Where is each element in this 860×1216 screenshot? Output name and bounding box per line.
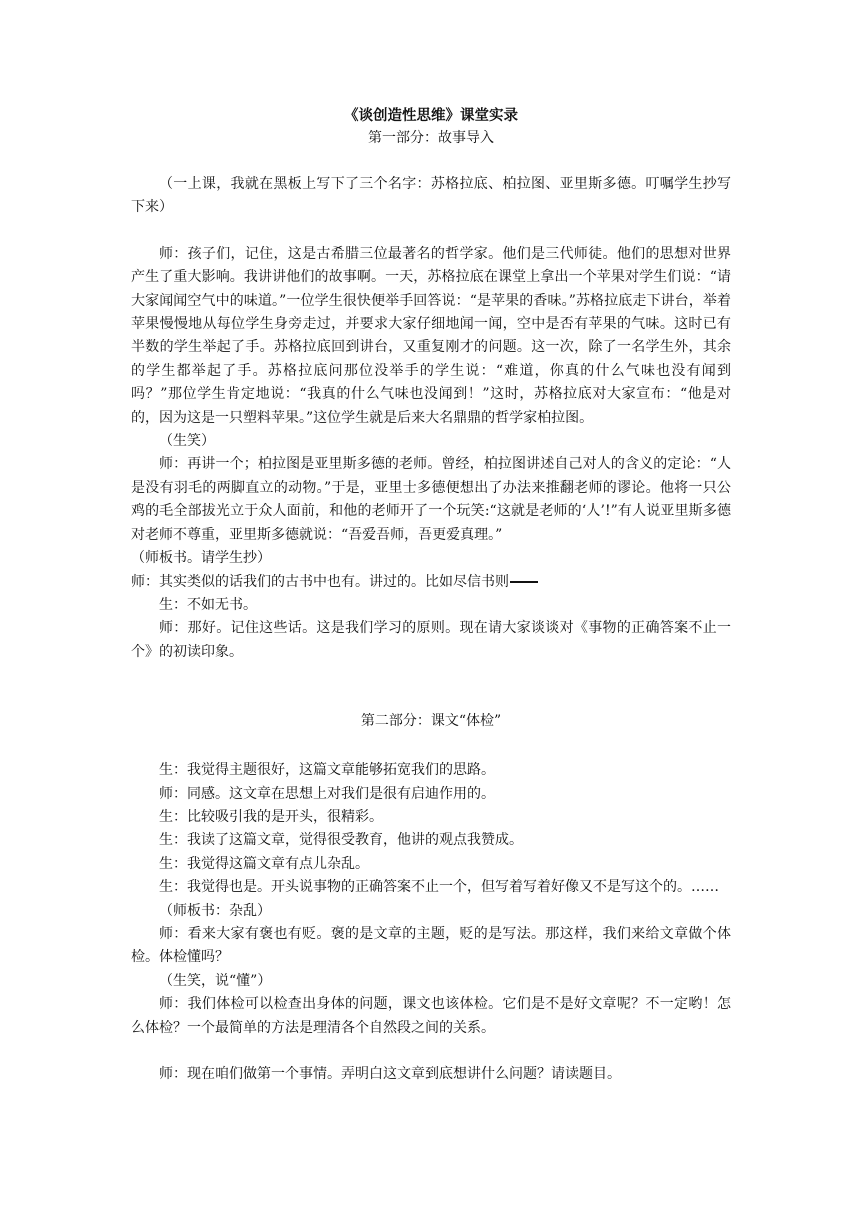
dialogue-line: 生：我觉得这篇文章有点儿杂乱。 <box>159 855 369 872</box>
document-title: 《谈创造性思维》课堂实录 <box>344 107 518 124</box>
part1-heading: 第一部分：故事导入 <box>368 130 494 146</box>
dialogue-line: 师：看来大家有褒也有贬。褒的是文章的主题，贬的是写法。那这样，我们来给文章做个体检。体检懂吗？ <box>131 925 731 966</box>
dialogue-line: 生：我觉得主题很好，这篇文章能够拓宽我们的思路。 <box>159 762 495 779</box>
dialogue-line: 师：同感。这文章在思想上对我们是很有启迪作用的。 <box>159 785 495 802</box>
paragraph-aristotle-story: 师：再讲一个；柏拉图是亚里斯多德的老师。曾经，柏拉图讲述自己对人的含义的定论：“人是没有羽毛的两脚直立的动物。”于是，亚里士多德便想出了办法来推翻老师的谬论。他将一只公鸡的毛全部拔光立于众人面前，和他的老师开了一个玩笑:“这就是老师的‘人’!”有人说亚里斯多德对老师不尊重，亚里斯多德就说：“吾爱吾师，吾更爱真理。” <box>131 456 731 543</box>
dialogue-line: （生笑，说“懂”） <box>159 972 272 989</box>
dialogue-line: 师：我们体检可以检查出身体的问题，课文也该体检。它们是不是好文章呢？不一定哟！怎么体检？一个最简单的方法是理清各个自然段之间的关系。 <box>131 996 731 1036</box>
dialogue-line: 师：现在咱们做第一个事情。弄明白这文章到底想讲什么问题？请读题目。 <box>159 1066 621 1082</box>
dialogue-line: 生：我读了这篇文章，觉得很受教育，他讲的观点我赞成。 <box>159 832 523 849</box>
paragraph-first-impression: 师：那好。记住这些话。这是我们学习的原则。现在请大家谈谈对《事物的正确答案不止一个》的初读印象。 <box>131 620 731 660</box>
paragraph-student-answer: 生：不如无书。 <box>159 596 257 613</box>
ancient-books-text: 师：其实类似的话我们的古书中也有。讲过的。比如尽信书则 <box>131 573 509 590</box>
part2-heading: 第二部分：课文“体检” <box>360 713 502 730</box>
paragraph-intro: （一上课，我就在黑板上写下了三个名字：苏格拉底、柏拉图、亚里斯多德。叮嘱学生抄写下来） <box>131 176 731 216</box>
paragraph-socrates-story: 师：孩子们，记住，这是古希腊三位最著名的哲学家。他们是三代师徒。他们的思想对世界产生了重大影响。我讲讲他们的故事啊。一天，苏格拉底在课堂上拿出一个苹果对学生们说：“请大家闻闻空气中的味道。”一位学生很快便举手回答说：“是苹果的香味。”苏格拉底走下讲台，举着苹果慢慢地从每位学生身旁走过，并要求大家仔细地闻一闻，空中是否有苹果的气味。这时已有半数的学生举起了手。苏格拉底回到讲台，又重复刚才的问题。这一次，除了一名学生外，其余的学生都举起了手。苏格拉底问那位没举手的学生说：“难道，你真的什么气味也没有闻到吗？”那位学生肯定地说：“我真的什么气味也没闻到！”这时，苏格拉底对大家宣布：“他是对的，因为这是一只塑料苹果。”这位学生就是后来大名鼎鼎的哲学家柏拉图。 <box>131 245 731 426</box>
paragraph-students-laugh: （生笑） <box>159 433 215 450</box>
paragraph-ancient-books <box>131 571 731 594</box>
dialogue-line: 生：我觉得也是。开头说事物的正确答案不止一个，但写着写着好像又不是写这个的。…… <box>159 879 719 896</box>
em-dash-line <box>510 581 538 583</box>
dialogue-line: （师板书：杂乱） <box>159 902 271 919</box>
paragraph-board-note: （师板书。请学生抄） <box>131 550 271 567</box>
document-body <box>131 104 731 1086</box>
dialogue-line: 生：比较吸引我的是开头，很精彩。 <box>159 808 383 825</box>
